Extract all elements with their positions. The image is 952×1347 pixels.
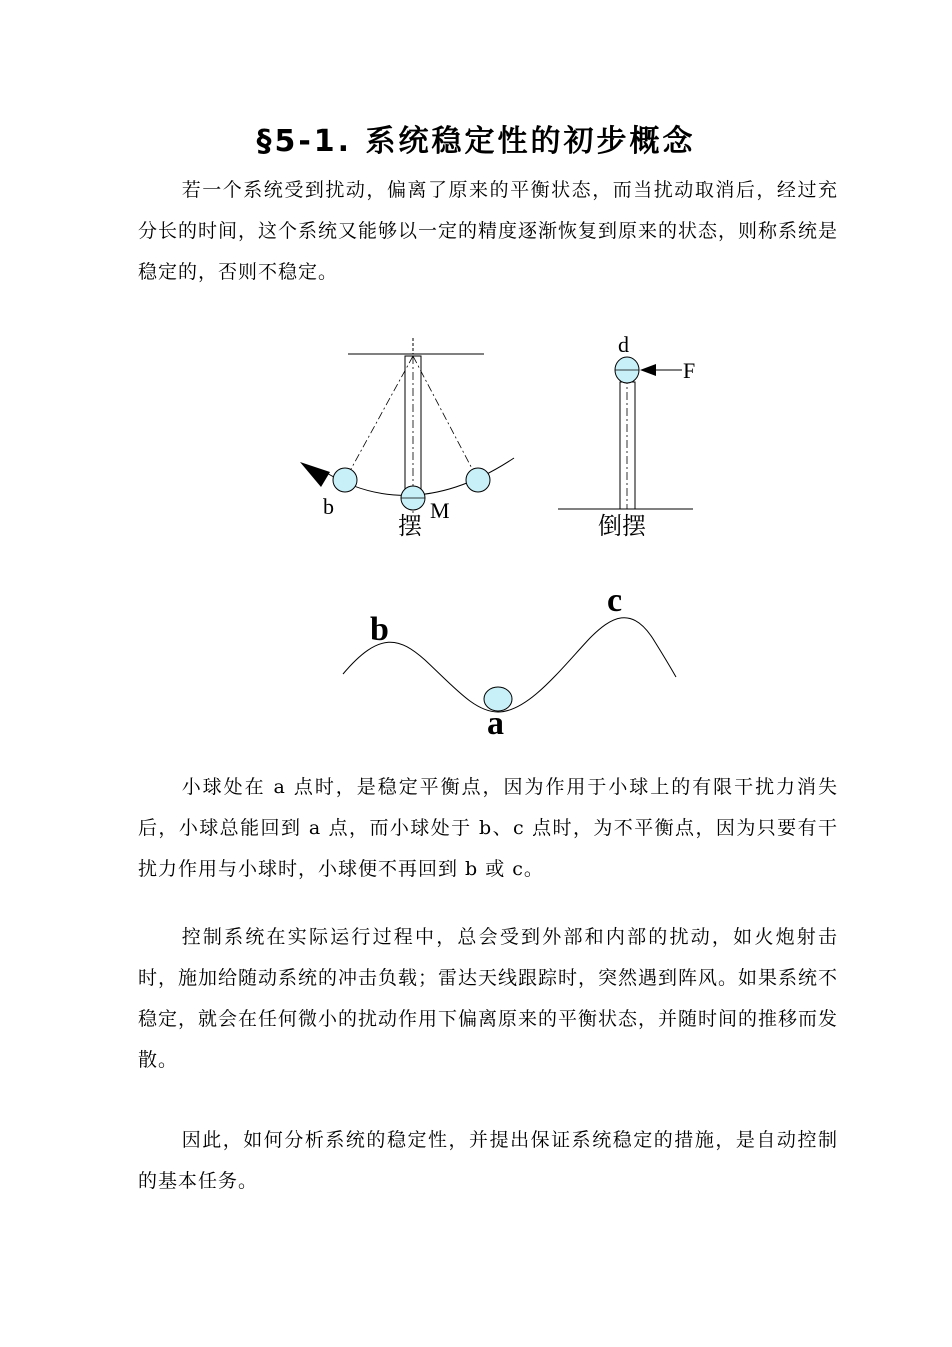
caption-inverted: 倒摆 — [598, 514, 646, 540]
label-M: M — [430, 498, 450, 523]
paragraph-disturbance: 控制系统在实际运行过程中，总会受到外部和内部的扰动，如火炮射击时，施加给随动系统的冲击负载；雷达天线跟踪时，突然遇到阵风。如果系统不稳定，就会在任何微小的扰动作用下偏离原来的平衡状态，并随时间的推移而发散。 — [138, 926, 839, 1071]
label-F: F — [683, 358, 696, 383]
paragraph-ball-explanation: 小球处在 a 点时，是稳定平衡点，因为作用于小球上的有限干扰力消失后，小球总能回到 a 点，而小球处于 b、c 点时，为不平衡点，因为只要有干扰力作用与小球时，小球便不再回到 b 或 c。 — [138, 776, 838, 880]
label-wave-b: b — [370, 611, 389, 648]
label-d: d — [618, 332, 629, 357]
swing-arrow — [300, 462, 330, 487]
section-title: §5-1. 系统稳定性的初步概念 — [256, 124, 696, 159]
label-wave-a: a — [487, 705, 504, 742]
paragraph-task: 因此，如何分析系统的稳定性，并提出保证系统稳定的措施，是自动控制的基本任务。 — [138, 1129, 838, 1192]
ball-right — [466, 468, 490, 492]
paragraph-definition: 若一个系统受到扰动，偏离了原来的平衡状态，而当扰动取消后，经过充分长的时间，这个系统又能够以一定的精度逐渐恢复到原来的状态，则称系统是稳定的，否则不稳定。 — [138, 179, 839, 283]
caption-pendulum: 摆 — [398, 514, 422, 540]
force-arrow-head — [640, 364, 656, 376]
label-wave-c: c — [607, 582, 623, 619]
inverted-rod — [620, 382, 635, 509]
label-b: b — [323, 494, 334, 519]
ball-left — [333, 468, 357, 492]
